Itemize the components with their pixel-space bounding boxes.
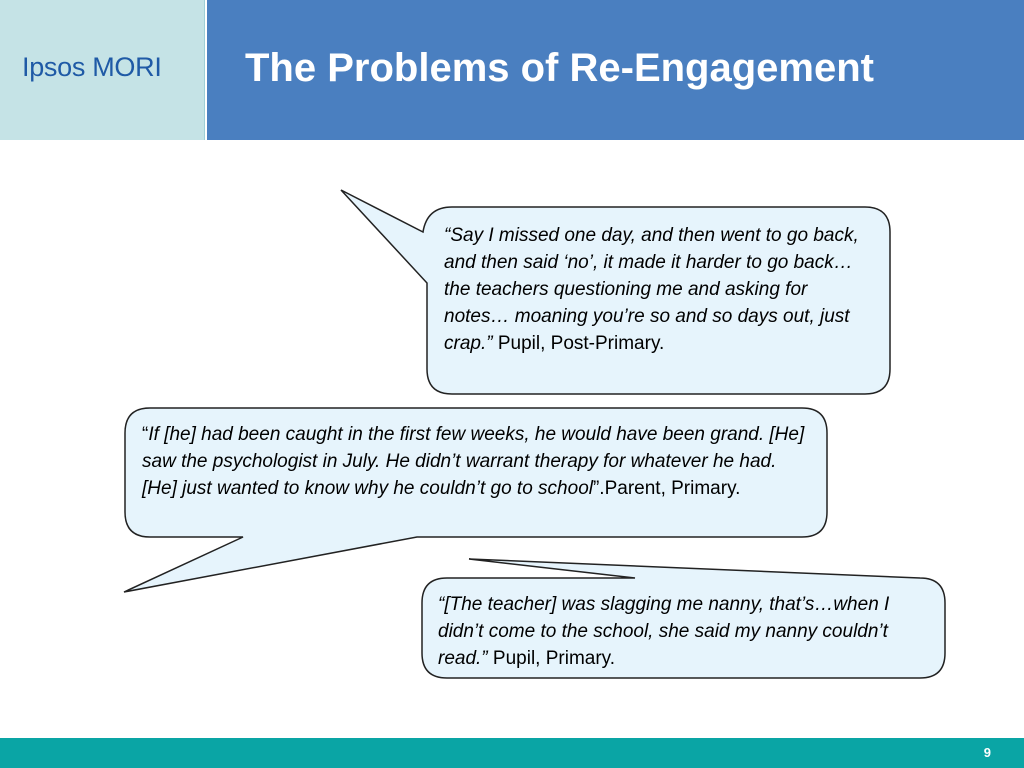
footer-bar bbox=[0, 738, 1024, 768]
quote-2-text: If [he] had been caught in the first few weeks, he would have been grand. [He] saw the psychologist in July. He didn’t warrant therapy for whatever he had. [He] just wanted to know why he couldn’t go to school bbox=[142, 424, 805, 499]
quote-2-open: “ bbox=[142, 424, 149, 445]
quote-2-attribution: ”.Parent, Primary. bbox=[592, 478, 741, 499]
quote-1-attribution: Pupil, Post-Primary. bbox=[492, 333, 665, 354]
quote-pupil-primary bbox=[438, 591, 938, 672]
ipsos-mori-logo: Ipsos MORI bbox=[22, 52, 162, 82]
page-title: The Problems of Re-Engagement bbox=[245, 46, 874, 90]
quote-3-attribution: Pupil, Primary. bbox=[487, 648, 616, 669]
quote-parent-primary bbox=[142, 421, 812, 502]
quote-1-text: “Say I missed one day, and then went to go back, and then said ‘no’, it made it harder to go back…the teachers questioning me and asking for notes… moaning you’re so and so days out, just crap.” bbox=[444, 225, 859, 354]
quote-pupil-post-primary bbox=[444, 222, 874, 357]
page-number: 9 bbox=[983, 745, 991, 760]
quote-3-text: “[The teacher] was slagging me nanny, that’s…when I didn’t come to the school, she said my nanny couldn’t read.” bbox=[438, 594, 890, 669]
